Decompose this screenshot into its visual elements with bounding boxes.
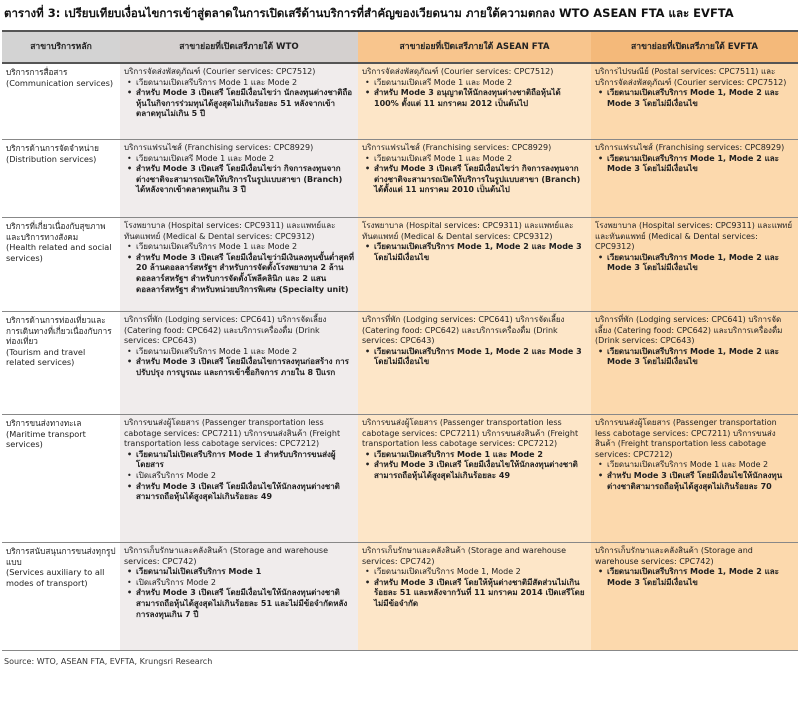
condition-item: • สำหรับ Mode 3 เปิดเสรี โดยมีเงื่อนไขการลงทุนก่อสร้าง การปรับปรุง การบูรณะ และการเข้าซื้อกิจการ ภายใน 8 ปีแรก bbox=[136, 357, 354, 378]
sector-name-english: (Services auxiliary to all modes of transport) bbox=[6, 567, 105, 588]
table-row bbox=[2, 140, 798, 218]
condition-item: • เวียดนามเปิดเสรีบริการ Mode 1 และ Mode 2 bbox=[607, 460, 794, 471]
condition-list bbox=[362, 78, 587, 110]
service-description: บริการที่พัก (Lodging services: CPC641) บริการจัดเลี้ยง (Catering food: CPC642) และบริการเครื่องดื่ม (Drink services: CPC643) bbox=[595, 315, 783, 346]
condition-item: • เวียดนามเปิดเสรีบริการ Mode 1, Mode 2 และ Mode 3 โดยไม่มีเงื่อนไข bbox=[607, 154, 794, 175]
condition-item: • เวียดนามเปิดเสรี Mode 1 และ Mode 2 bbox=[374, 78, 587, 89]
header-sector: สาขาบริการหลัก bbox=[2, 31, 120, 63]
asean-cell bbox=[358, 543, 591, 651]
comparison-table bbox=[2, 30, 798, 651]
condition-item: • เวียดนามเปิดเสรีบริการ Mode 1, Mode 2 และ Mode 3 โดยไม่มีเงื่อนไข bbox=[607, 567, 794, 588]
service-description: บริการเก็บรักษาและคลังสินค้า (Storage and warehouse services: CPC742) bbox=[595, 546, 753, 566]
condition-list bbox=[362, 154, 587, 196]
wto-cell bbox=[120, 63, 358, 140]
service-description: บริการที่พัก (Lodging services: CPC641) บริการจัดเลี้ยง (Catering food: CPC642) และบริการเครื่องดื่ม (Drink services: CPC643) bbox=[362, 315, 565, 346]
condition-list bbox=[124, 154, 354, 196]
condition-item: • สำหรับ Mode 3 เปิดเสรี โดยมีเงื่อนไขว่ามีเงินลงทุนขั้นต่ำสุดที่ 20 ล้านดอลลาร์สหรัฐฯ สำหรับการจัดตั้งโรงพยาบาล 2 ล้านดอลลาร์สหรัฐฯ สำหรับการจัดตั้งโพลีคลินิก และ 2 แสนดอลลาร์สหรัฐฯ สำหรับหน่วยบริการพิเศษ (Specialty unit) bbox=[136, 253, 354, 295]
condition-list bbox=[595, 460, 794, 492]
sector-name-thai: บริการสนับสนุนการขนส่งทุกรูปแบบ bbox=[6, 546, 116, 567]
condition-list bbox=[124, 567, 354, 620]
table-title: ตารางที่ 3: เปรียบเทียบเงื่อนไขการเข้าสู่ตลาดในการเปิดเสรีด้านบริการที่สำคัญของเวียดนาม ภายใต้ความตกลง WTO ASEAN FTA และ EVFTA bbox=[4, 6, 734, 20]
condition-list bbox=[124, 242, 354, 295]
table-row bbox=[2, 218, 798, 312]
condition-item: • เวียดนามเปิดเสรี Mode 1 และ Mode 2 bbox=[136, 154, 354, 165]
condition-item: • เวียดนามเปิดเสรีบริการ Mode 1 และ Mode 2 bbox=[136, 242, 354, 253]
sector-cell bbox=[2, 140, 120, 218]
condition-list bbox=[124, 78, 354, 120]
evfta-cell bbox=[591, 140, 798, 218]
asean-cell bbox=[358, 415, 591, 543]
sector-cell bbox=[2, 415, 120, 543]
header-asean: สาขาย่อยที่เปิดเสรีภายใต้ ASEAN FTA bbox=[358, 31, 591, 63]
service-description: บริการจัดส่งพัสดุภัณฑ์ (Courier services: CPC7512) bbox=[124, 67, 316, 76]
condition-list bbox=[124, 450, 354, 503]
service-description: บริการที่พัก (Lodging services: CPC641) บริการจัดเลี้ยง (Catering food: CPC642) และบริการเครื่องดื่ม (Drink services: CPC643) bbox=[124, 315, 327, 346]
condition-item: • สำหรับ Mode 3 เปิดเสรี โดยมีเงื่อนไขให้นักลงทุนต่างชาติสามารถถือหุ้นได้สูงสุดไม่เกินร้อยละ 70 bbox=[607, 471, 794, 492]
service-description: โรงพยาบาล (Hospital services: CPC9311) และแพทย์และทันตแพทย์ (Medical & Dental services: CPC9312) bbox=[362, 221, 574, 241]
table-row bbox=[2, 63, 798, 140]
service-description: บริการขนส่งผู้โดยสาร (Passenger transportation less cabotage services: CPC7211) บริการขนส่งสินค้า (Freight transportation less cabotage services: CPC7212) bbox=[124, 418, 341, 449]
sector-name-english: (Tourism and travel related services) bbox=[6, 346, 86, 368]
condition-item: • เปิดเสรีบริการ Mode 2 bbox=[136, 471, 354, 482]
service-description: บริการแฟรนไชส์ (Franchising services: CPC8929) bbox=[362, 143, 552, 152]
condition-item: • เวียดนามเปิดเสรีบริการ Mode 1, Mode 2 และ Mode 3 โดยไม่มีเงื่อนไข bbox=[374, 347, 587, 368]
asean-cell bbox=[358, 312, 591, 415]
condition-list bbox=[124, 347, 354, 379]
evfta-cell bbox=[591, 63, 798, 140]
service-description: บริการขนส่งผู้โดยสาร (Passenger transportation less cabotage services: CPC7211) บริการขนส่งสินค้า (Freight transportation less cabotage services: CPC7212) bbox=[362, 418, 579, 449]
condition-item: • เวียดนามเปิดเสรีบริการ Mode 1 และ Mode 2 bbox=[374, 450, 587, 461]
wto-cell bbox=[120, 218, 358, 312]
condition-item: • เวียดนามเปิดเสรีบริการ Mode 1, Mode 2 และ Mode 3 โดยไม่มีเงื่อนไข bbox=[607, 88, 794, 109]
condition-item: • เวียดนามเปิดเสรีบริการ Mode 1, Mode 2 และ Mode 3 โดยไม่มีเงื่อนไข bbox=[607, 347, 794, 368]
condition-item: • สำหรับ Mode 3 อนุญาตให้นักลงทุนต่างชาติถือหุ้นได้ 100% ตั้งแต่ 11 มกราคม 2012 เป็นต้นไป bbox=[374, 88, 587, 109]
condition-item: • สำหรับ Mode 3 เปิดเสรี โดยมีเงื่อนไขว่า กิจการลงทุนจากต่างชาติจะสามารถเปิดให้บริการในรูปแบบสาขา (Branch) ได้ตั้งแต่ 11 มกราคม 2010 เป็นต้นไป bbox=[374, 164, 587, 196]
evfta-cell bbox=[591, 415, 798, 543]
sector-name-english: (Maritime transport services) bbox=[6, 428, 86, 450]
sector-name-thai: บริการด้านการจัดจำหน่าย bbox=[6, 143, 99, 153]
condition-list bbox=[362, 567, 587, 609]
table-body bbox=[2, 63, 798, 651]
condition-list bbox=[362, 242, 587, 263]
service-description: โรงพยาบาล (Hospital services: CPC9311) และแพทย์และทันตแพทย์ (Medical & Dental services: CPC9312) bbox=[595, 221, 793, 252]
condition-list bbox=[595, 154, 794, 175]
sector-name-english: (Health related and social services) bbox=[6, 242, 112, 263]
condition-item: • เวียดนามเปิดเสรีบริการ Mode 1, Mode 2 และ Mode 3 โดยไม่มีเงื่อนไข bbox=[374, 242, 587, 263]
asean-cell bbox=[358, 218, 591, 312]
evfta-cell bbox=[591, 218, 798, 312]
condition-item: • เวียดนามเปิดเสรีบริการ Mode 1, Mode 2 bbox=[374, 567, 587, 578]
table-row bbox=[2, 415, 798, 543]
header-wto: สาขาย่อยที่เปิดเสรีภายใต้ WTO bbox=[120, 31, 358, 63]
header-row bbox=[2, 31, 798, 63]
condition-item: • เวียดนามเปิดเสรีบริการ Mode 1 และ Mode 2 bbox=[136, 347, 354, 358]
service-description: บริการไปรษณีย์ (Postal services: CPC7511) และบริการจัดส่งพัสดุภัณฑ์ (Courier services: CPC7512) bbox=[595, 67, 787, 87]
service-description: บริการแฟรนไชส์ (Franchising services: CPC8929) bbox=[124, 143, 314, 152]
table-row bbox=[2, 312, 798, 415]
condition-item: • เวียดนามเปิดเสรี Mode 1 และ Mode 2 bbox=[374, 154, 587, 165]
service-description: บริการเก็บรักษาและคลังสินค้า (Storage and warehouse services: CPC742) bbox=[124, 546, 328, 566]
sector-name-thai: บริการด้านการท่องเที่ยวและการเดินทางที่เกี่ยวเนื่องกับการท่องเที่ยว bbox=[6, 315, 112, 347]
evfta-cell bbox=[591, 312, 798, 415]
evfta-cell bbox=[591, 543, 798, 651]
asean-cell bbox=[358, 63, 591, 140]
sector-cell bbox=[2, 63, 120, 140]
condition-item: • เวียดนามเปิดเสรีบริการ Mode 1, Mode 2 และ Mode 3 โดยไม่มีเงื่อนไข bbox=[607, 253, 794, 274]
service-description: บริการขนส่งผู้โดยสาร (Passenger transportation less cabotage services: CPC7211) บริการขนส่งสินค้า (Freight transportation less cabotage services: CPC7212) bbox=[595, 418, 777, 459]
sector-name-thai: บริการที่เกี่ยวเนื่องกับสุขภาพและบริการทางสังคม bbox=[6, 221, 106, 242]
source-note: Source: WTO, ASEAN FTA, EVFTA, Krungsri Research bbox=[4, 657, 213, 666]
sector-cell bbox=[2, 312, 120, 415]
condition-item: • สำหรับ Mode 3 เปิดเสรี โดยให้หุ้นต่างชาติมีสัดส่วนไม่เกินร้อยละ 51 และหลังจากวันที่ 11 มกราคม 2014 เปิดเสรีโดยไม่มีข้อจำกัด bbox=[374, 578, 587, 610]
condition-list bbox=[595, 253, 794, 274]
condition-list bbox=[362, 450, 587, 482]
condition-item: • สำหรับ Mode 3 เปิดเสรี โดยมีเงื่อนไขว่า นักลงทุนต่างชาติถือหุ้นในกิจการร่วมทุนได้สูงสุดไม่เกินร้อยละ 51 หลังจากเข้าตลาดทุนไม่เกิน 5 ปี bbox=[136, 88, 354, 120]
sector-cell bbox=[2, 218, 120, 312]
service-description: บริการแฟรนไชส์ (Franchising services: CPC8929) bbox=[595, 143, 785, 152]
condition-item: • สำหรับ Mode 3 เปิดเสรี โดยมีเงื่อนไขให้นักลงทุนต่างชาติสามารถถือหุ้นได้สูงสุดไม่เกินร้อยละ 49 bbox=[136, 482, 354, 503]
condition-item: • สำหรับ Mode 3 เปิดเสรี โดยมีเงื่อนไขให้นักลงทุนต่างชาติสามารถถือหุ้นได้สูงสุดไม่เกินร้อยละ 49 bbox=[374, 460, 587, 481]
condition-item: • สำหรับ Mode 3 เปิดเสรี โดยมีเงื่อนไขว่า กิจการลงทุนจากต่างชาติจะสามารถเปิดให้บริการในรูปแบบสาขา (Branch) ได้หลังจากเข้าตลาดทุนเกิน 3 ปี bbox=[136, 164, 354, 196]
sector-cell bbox=[2, 543, 120, 651]
service-description: โรงพยาบาล (Hospital services: CPC9311) และแพทย์และทันตแพทย์ (Medical & Dental services: CPC9312) bbox=[124, 221, 336, 241]
condition-item: • เวียดนามไม่เปิดเสรีบริการ Mode 1 สำหรับบริการขนส่งผู้โดยสาร bbox=[136, 450, 354, 471]
table-row bbox=[2, 543, 798, 651]
condition-list bbox=[595, 347, 794, 368]
asean-cell bbox=[358, 140, 591, 218]
sector-name-english: (Communication services) bbox=[6, 77, 114, 88]
wto-cell bbox=[120, 140, 358, 218]
wto-cell bbox=[120, 312, 358, 415]
service-description: บริการจัดส่งพัสดุภัณฑ์ (Courier services: CPC7512) bbox=[362, 67, 554, 76]
condition-item: • สำหรับ Mode 3 เปิดเสรี โดยมีเงื่อนไขให้นักลงทุนต่างชาติสามารถถือหุ้นได้สูงสุดไม่เกินร้อยละ 51 และไม่มีข้อจำกัดหลังการลงทุนเกิน 7 ปี bbox=[136, 588, 354, 620]
wto-cell bbox=[120, 543, 358, 651]
sector-name-thai: บริการขนส่งทางทะเล bbox=[6, 418, 82, 428]
condition-item: • เวียดนามเปิดเสรีบริการ Mode 1 และ Mode 2 bbox=[136, 78, 354, 89]
condition-list bbox=[595, 88, 794, 109]
service-description: บริการเก็บรักษาและคลังสินค้า (Storage and warehouse services: CPC742) bbox=[362, 546, 566, 566]
wto-cell bbox=[120, 415, 358, 543]
condition-list bbox=[362, 347, 587, 368]
condition-item: • เวียดนามไม่เปิดเสรีบริการ Mode 1 bbox=[136, 567, 354, 578]
sector-name-english: (Distribution services) bbox=[6, 153, 97, 164]
condition-item: • เปิดเสรีบริการ Mode 2 bbox=[136, 578, 354, 589]
sector-name-thai: บริการการสื่อสาร bbox=[6, 67, 68, 77]
header-evfta: สาขาย่อยที่เปิดเสรีภายใต้ EVFTA bbox=[591, 31, 798, 63]
condition-list bbox=[595, 567, 794, 588]
